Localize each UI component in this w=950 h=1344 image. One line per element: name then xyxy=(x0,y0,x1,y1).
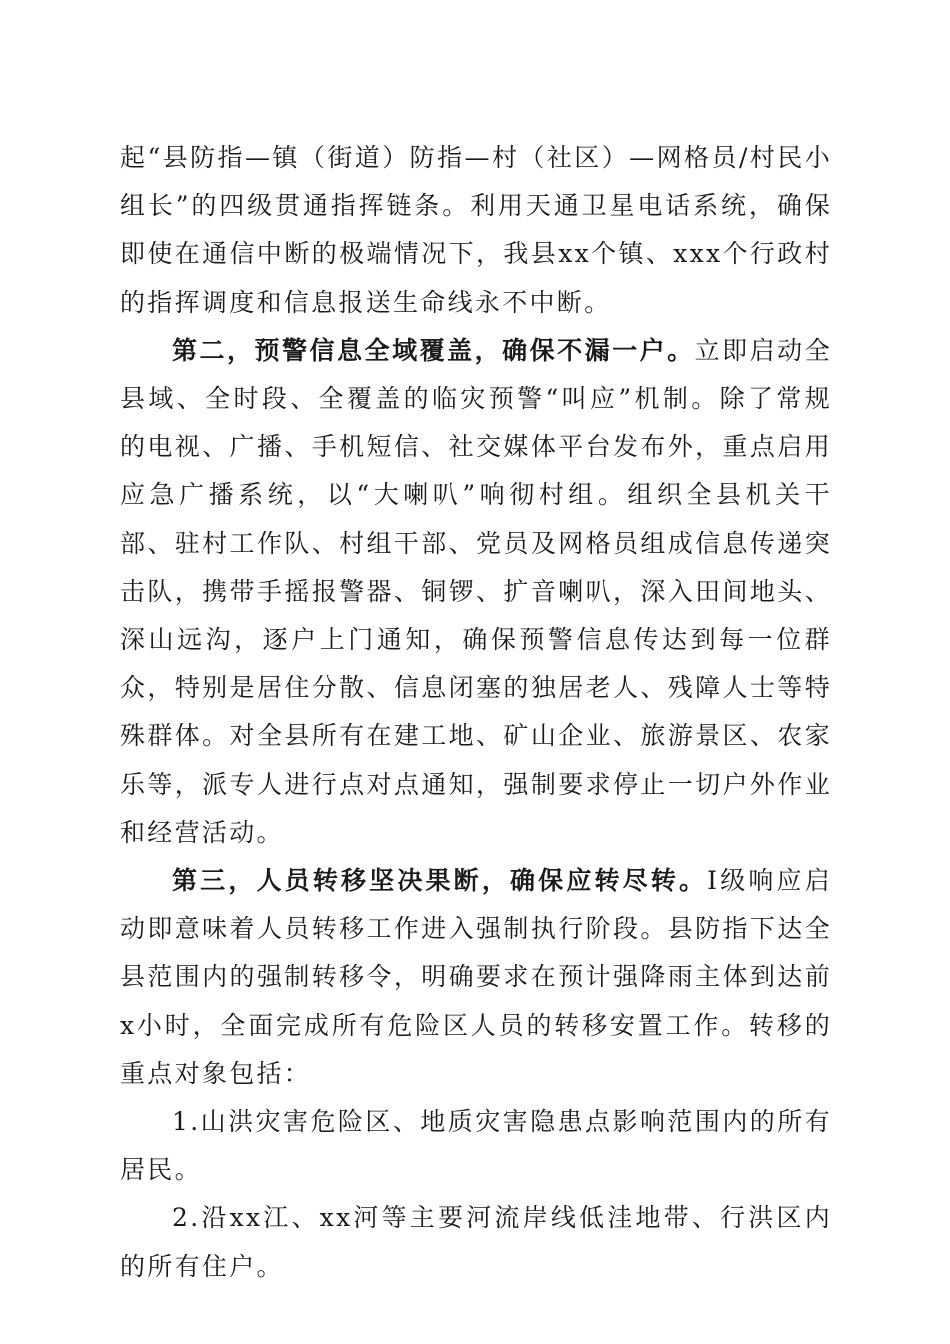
paragraph-evacuation xyxy=(120,857,832,1098)
paragraph-text: 立即启动全县域、全时段、全覆盖的临灾预警“叫应”机制。除了常规的电视、广播、手机短信、社交媒体平台发布外，重点启用应急广播系统，以“大喇叭”响彻村组。组织全县机关干部、驻村工作队、村组干部、党员及网格员组成信息传递突击队，携带手摇报警器、铜锣、扩音喇叭，深入田间地头、深山远沟，逐户上门通知，确保预警信息传达到每一位群众，特别是居住分散、信息闭塞的独居老人、残障人士等特殊群体。对全县所有在建工地、矿山企业、旅游景区、农家乐等，派专人进行点对点通知，强制要求停止一切户外作业和经营活动。 xyxy=(120,335,832,847)
paragraph-text: I级响应启动即意味着人员转移工作进入强制执行阶段。县防指下达全县范围内的强制转移令，明确要求在预计强降雨主体到达前x小时，全面完成所有危险区人员的转移安置工作。转移的重点对象包括： xyxy=(120,866,832,1088)
paragraph-heading: 第二，预警信息全域覆盖，确保不漏一户。 xyxy=(172,335,695,365)
list-item-2 xyxy=(120,1194,832,1290)
list-item-text: 2.沿xx江、xx河等主要河流岸线低洼地带、行洪区内的所有住户。 xyxy=(120,1203,832,1281)
paragraph-text: 起“县防指—镇（街道）防指—村（社区）—网格员/村民小组长”的四级贯通指挥链条。利用天通卫星电话系统，确保即使在通信中断的极端情况下，我县xx个镇、xxx个行政村的指挥调度和信息报送生命线永不中断。 xyxy=(120,143,832,317)
paragraph-heading: 第三，人员转移坚决果断，确保应转尽转。 xyxy=(172,866,708,896)
paragraph-warning-coverage xyxy=(120,327,832,857)
paragraph-continuation xyxy=(120,134,832,327)
list-item-1 xyxy=(120,1098,832,1194)
document-body xyxy=(120,134,832,1291)
list-item-text: 1.山洪灾害危险区、地质灾害隐患点影响范围内的所有居民。 xyxy=(120,1107,832,1185)
